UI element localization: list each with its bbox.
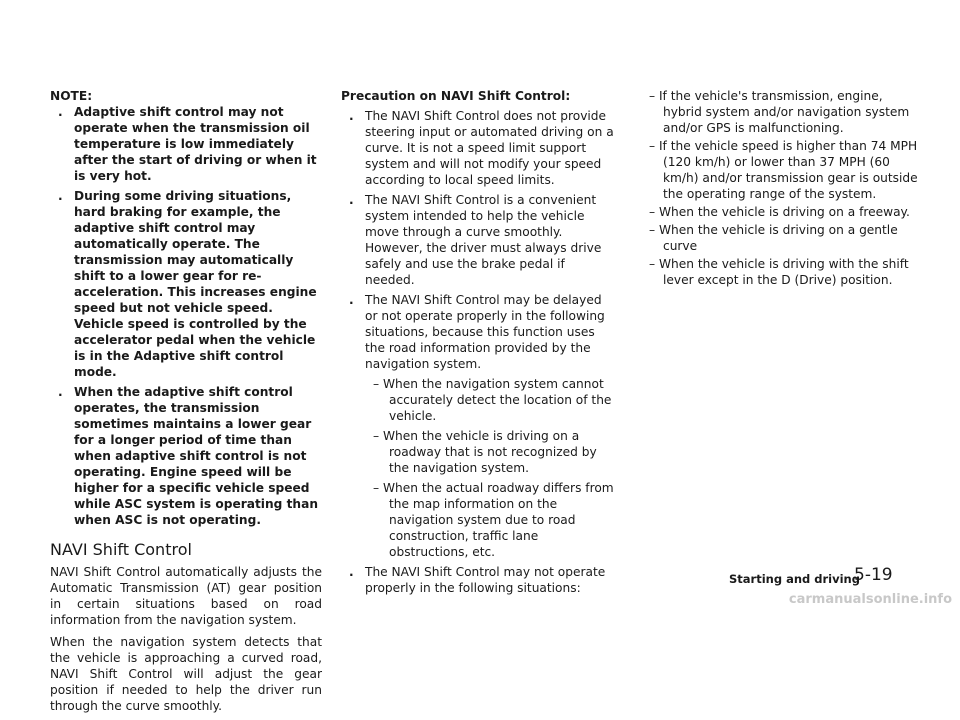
section-title: NAVI Shift Control [50,540,192,559]
precaution-subitem: – When the vehicle is driving on a roadway that is not recognized by the navigation system. [373,429,597,475]
page-number: 5-19 [854,565,893,585]
note-bullet: . During some driving situations, hard braking for example, the adaptive shift control may automatically operate. The transmission may automatically shift to a lower gear for re-acceleration. This increases engine speed but not vehicle speed. Vehicle speed is controlled by the accelerator pedal when the vehicle is in the Adaptive shift control mode. [58,189,317,379]
watermark: carmanualsonline.info [788,592,952,607]
situation-item: – If the vehicle speed is higher than 74 MPH (120 km/h) or lower than 37 MPH (60 km/h) and/or transmission gear is outside the operating range of the system. [649,139,918,201]
precaution-bullet: . The NAVI Shift Control may be delayed or not operate properly in the following situations, because this function uses the road information provided by the navigation system. [349,293,605,371]
precaution-bullet: . The NAVI Shift Control is a convenient system intended to help the vehicle move through a curve smoothly. However, the driver must always drive safely and use the brake pedal if needed. [349,193,602,287]
footer-section-label: Starting and driving [729,572,860,586]
situation-item: – When the vehicle is driving on a freeway. [649,205,910,219]
note-bullet: . When the adaptive shift control operates, the transmission sometimes maintains a lower gear for a longer period of time than when adaptive shift control is not operating. Engine speed will be higher for a specific vehicle speed while ASC system is operating than when ASC is not operating. [58,385,319,527]
note-title: NOTE: [50,89,93,103]
situation-item: – When the vehicle is driving with the shift lever except in the D (Drive) position. [649,257,909,287]
precaution-subitem: – When the navigation system cannot accurately detect the location of the vehicle. [373,377,612,423]
precaution-bullet: . The NAVI Shift Control may not operate properly in the following situations: [349,565,606,595]
precaution-subitem: – When the actual roadway differs from the map information on the navigation system due to road construction, traffic lane obstructions, etc. [373,481,614,559]
note-bullet: . Adaptive shift control may not operate when the transmission oil temperature is low immediately after the start of driving or when it is very hot. [58,105,317,183]
precaution-bullet: . The NAVI Shift Control does not provide steering input or automated driving on a curve. It is not a speed limit support system and will not modify your speed according to local speed limits. [349,109,614,187]
section-paragraph: When the navigation system detects that the vehicle is approaching a curved road, NAVI Shift Control will adjust the gear position if needed to help the driver run through the curve smoothly. [50,635,322,713]
right-column [635,88,920,290]
page-footer [729,565,929,589]
situation-item: – If the vehicle's transmission, engine, hybrid system and/or navigation system and/or GPS is malfunctioning. [649,89,910,135]
precaution-heading: Precaution on NAVI Shift Control: [341,89,571,103]
left-column [50,88,322,720]
section-paragraph: NAVI Shift Control automatically adjusts the Automatic Transmission (AT) gear position in certain situations based on road information from the navigation system. [50,565,322,627]
situation-item: – When the vehicle is driving on a gentle curve [649,223,898,253]
middle-column [341,88,616,600]
